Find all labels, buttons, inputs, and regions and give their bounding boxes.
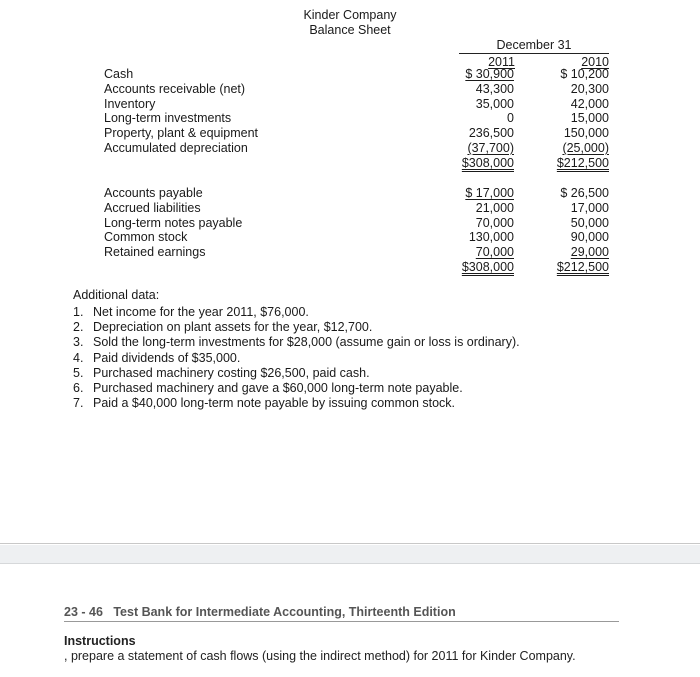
additional-data-list	[73, 305, 520, 411]
row-label: Accrued liabilities	[104, 200, 201, 215]
value-cell: $ 26,500	[560, 186, 609, 200]
total-cell: $212,500	[556, 155, 609, 170]
value-cell: 130,000	[468, 230, 514, 245]
row-label: Retained earnings	[104, 245, 206, 260]
additional-data-heading: Additional data:	[73, 288, 160, 302]
value-cell: 43,300	[475, 81, 514, 96]
value-cell: 90,000	[570, 230, 609, 245]
row-label: Property, plant & equipment	[104, 126, 259, 141]
total-cell: $308,000	[461, 155, 514, 170]
assets-2011-column	[452, 67, 514, 171]
value-cell: 17,000	[570, 200, 609, 215]
section-divider	[0, 543, 700, 544]
value-cell: $ 17,000	[465, 186, 514, 200]
value-cell: 70,000	[475, 215, 514, 230]
page-break-band	[0, 545, 700, 564]
row-label: Accumulated depreciation	[104, 140, 248, 155]
company-name: Kinder Company	[303, 8, 397, 22]
list-item: 2. Depreciation on plant assets for the year, $12,700.	[73, 320, 373, 335]
liabilities-2011-column	[452, 186, 514, 275]
row-label: Accounts payable	[104, 186, 203, 200]
instructions-heading: Instructions	[64, 634, 136, 648]
list-item: 5. Purchased machinery costing $26,500, paid cash.	[73, 365, 370, 380]
assets-2010-column	[548, 67, 609, 171]
list-item: 7. Paid a $40,000 long-term note payable by issuing common stock.	[73, 396, 456, 411]
value-cell: 0	[507, 111, 514, 126]
list-item: 3. Sold the long-term investments for $28,000 (assume gain or loss is ordinary).	[73, 335, 520, 350]
total-cell: $212,500	[556, 259, 609, 274]
row-label: Cash	[104, 67, 134, 81]
value-cell: 42,000	[570, 96, 609, 111]
row-label: Long-term notes payable	[104, 215, 243, 230]
period-header-rule	[459, 53, 609, 54]
year-2011-header: 2011	[488, 55, 515, 69]
value-cell: 21,000	[475, 200, 514, 215]
value-cell: 29,000	[570, 245, 609, 260]
value-cell: 15,000	[570, 111, 609, 126]
row-label: Inventory	[104, 96, 156, 111]
instructions-text: , prepare a statement of cash flows (using the indirect method) for 2011 for Kinder Company.	[64, 649, 576, 663]
value-cell: 50,000	[570, 215, 609, 230]
list-item: 4. Paid dividends of $35,000.	[73, 350, 241, 365]
statement-title: Balance Sheet	[309, 23, 391, 37]
list-item: 1. Net income for the year 2011, $76,000.	[73, 305, 309, 319]
value-cell: 70,000	[475, 245, 514, 260]
value-cell: $ 30,900	[465, 67, 514, 81]
assets-labels	[104, 67, 258, 156]
value-cell: (25,000)	[562, 140, 609, 155]
period-header: December 31	[496, 38, 572, 52]
row-label: Accounts receivable (net)	[104, 81, 246, 96]
year-2010-header: 2010	[581, 55, 609, 69]
list-item: 6. Purchased machinery and gave a $60,000 long-term note payable.	[73, 381, 463, 396]
value-cell: 35,000	[475, 96, 514, 111]
footer-rule	[64, 621, 619, 622]
value-cell: (37,700)	[467, 140, 514, 155]
liabilities-labels	[104, 186, 242, 260]
value-cell: 150,000	[563, 126, 609, 141]
total-cell: $308,000	[461, 259, 514, 274]
value-cell: 20,300	[570, 81, 609, 96]
value-cell: 236,500	[468, 126, 514, 141]
liabilities-2010-column	[548, 186, 609, 275]
row-label: Long-term investments	[104, 111, 232, 126]
value-cell: $ 10,200	[560, 67, 609, 81]
test-bank-reference: 23 - 46 Test Bank for Intermediate Accounting, Thirteenth Edition	[64, 605, 456, 619]
row-label: Common stock	[104, 230, 188, 245]
